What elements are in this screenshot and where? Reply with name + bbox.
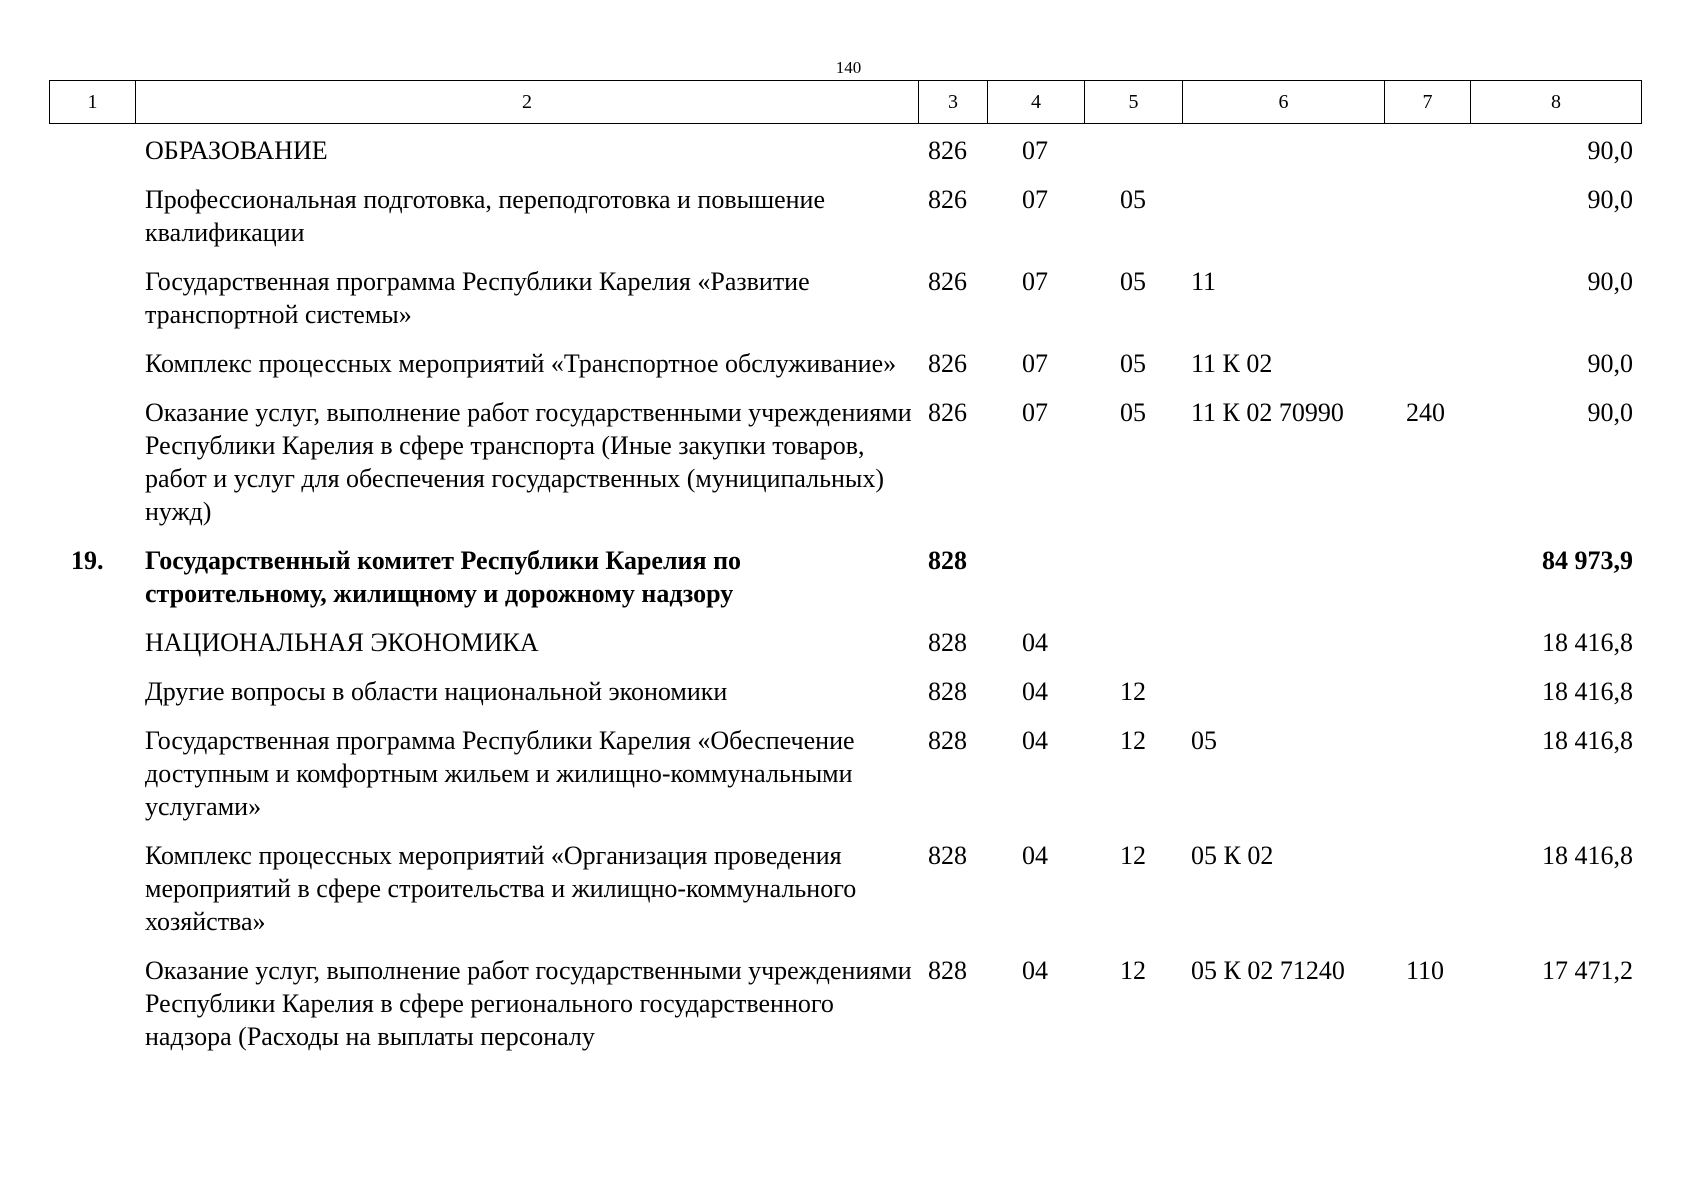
table-row-section-header — [49, 534, 1641, 616]
header-col-5: 5 — [1085, 81, 1183, 124]
target-article-code: 11 К 02 — [1191, 349, 1273, 378]
target-article-code: 05 К 02 — [1191, 841, 1274, 870]
target-article-code: 11 — [1191, 267, 1217, 296]
section-code: 07 — [1022, 136, 1048, 165]
section-code: 07 — [1022, 398, 1048, 427]
ministry-code: 828 — [928, 726, 967, 755]
row-name: Комплекс процессных мероприятий «Организация проведения мероприятий в сфере строительства и жилищно-коммунального хозяйства» — [145, 841, 857, 936]
section-code: 04 — [1022, 726, 1048, 755]
header-col-2: 2 — [136, 81, 919, 124]
amount: 90,0 — [1587, 349, 1633, 378]
ministry-code: 828 — [928, 628, 967, 657]
table-row — [49, 829, 1641, 944]
row-name: Государственная программа Республики Карелия «Обеспечение доступным и комфортным жильем и жилищно-коммунальными услугами» — [145, 726, 855, 821]
table-row — [49, 337, 1641, 386]
ministry-code: 828 — [928, 956, 967, 985]
section-code: 07 — [1022, 267, 1048, 296]
subsection-code: 12 — [1120, 956, 1146, 985]
ministry-code: 828 — [928, 546, 967, 575]
row-name: Оказание услуг, выполнение работ государственными учреждениями Республики Карелия в сфере регионального государственного надзора (Расходы на выплаты персоналу — [145, 956, 912, 1051]
ministry-code: 826 — [928, 136, 967, 165]
table-row — [49, 616, 1641, 665]
subsection-code: 12 — [1120, 841, 1146, 870]
column-number-header — [49, 80, 1642, 124]
amount: 90,0 — [1587, 398, 1633, 427]
subsection-code: 05 — [1120, 267, 1146, 296]
amount: 90,0 — [1587, 267, 1633, 296]
amount: 18 416,8 — [1542, 677, 1633, 706]
section-code: 07 — [1022, 185, 1048, 214]
header-col-7: 7 — [1385, 81, 1471, 124]
ministry-code: 826 — [928, 398, 967, 427]
row-name: Государственная программа Республики Карелия «Развитие транспортной системы» — [145, 267, 810, 329]
ministry-code: 826 — [928, 185, 967, 214]
page-number: 140 — [835, 58, 862, 77]
expense-type-code: 110 — [1406, 956, 1445, 985]
section-code: 07 — [1022, 349, 1048, 378]
amount: 90,0 — [1587, 185, 1633, 214]
target-article-code: 05 — [1191, 726, 1217, 755]
row-name: НАЦИОНАЛЬНАЯ ЭКОНОМИКА — [145, 628, 539, 657]
row-name: Комплекс процессных мероприятий «Транспортное обслуживание» — [145, 349, 897, 378]
target-article-code: 11 К 02 70990 — [1191, 398, 1344, 427]
table-row — [49, 714, 1641, 829]
row-name: ОБРАЗОВАНИЕ — [145, 136, 328, 165]
row-number: 19. — [71, 546, 104, 575]
header-col-1: 1 — [50, 81, 136, 124]
row-name: Профессиональная подготовка, переподготовка и повышение квалификации — [145, 185, 826, 247]
section-code: 04 — [1022, 677, 1048, 706]
header-col-8: 8 — [1471, 81, 1642, 124]
row-name: Государственный комитет Республики Карелия по строительному, жилищному и дорожному надзору — [145, 546, 742, 608]
table-row — [49, 124, 1641, 173]
target-article-code: 05 К 02 71240 — [1191, 956, 1345, 985]
header-col-4: 4 — [988, 81, 1085, 124]
table-row — [49, 386, 1641, 534]
amount: 18 416,8 — [1542, 841, 1633, 870]
ministry-code: 826 — [928, 267, 967, 296]
section-code: 04 — [1022, 628, 1048, 657]
ministry-code: 828 — [928, 841, 967, 870]
expense-type-code: 240 — [1406, 398, 1445, 427]
table-row — [49, 173, 1641, 255]
subsection-code: 05 — [1120, 185, 1146, 214]
ministry-code: 828 — [928, 677, 967, 706]
amount: 84 973,9 — [1542, 546, 1633, 575]
amount: 17 471,2 — [1542, 956, 1633, 985]
amount: 18 416,8 — [1542, 628, 1633, 657]
row-name: Другие вопросы в области национальной экономики — [145, 677, 728, 706]
subsection-code: 12 — [1120, 726, 1146, 755]
header-col-6: 6 — [1183, 81, 1385, 124]
amount: 18 416,8 — [1542, 726, 1633, 755]
amount: 90,0 — [1587, 136, 1633, 165]
table-row — [49, 255, 1641, 337]
budget-table-body — [49, 124, 1641, 1059]
subsection-code: 05 — [1120, 349, 1146, 378]
table-row — [49, 944, 1641, 1059]
row-name: Оказание услуг, выполнение работ государственными учреждениями Республики Карелия в сфере транспорта (Иные закупки товаров, работ и услуг для обеспечения государственных (муниципальных) нужд) — [145, 398, 912, 526]
subsection-code: 12 — [1120, 677, 1146, 706]
table-row — [49, 665, 1641, 714]
subsection-code: 05 — [1120, 398, 1146, 427]
section-code: 04 — [1022, 841, 1048, 870]
ministry-code: 826 — [928, 349, 967, 378]
header-col-3: 3 — [919, 81, 988, 124]
section-code: 04 — [1022, 956, 1048, 985]
